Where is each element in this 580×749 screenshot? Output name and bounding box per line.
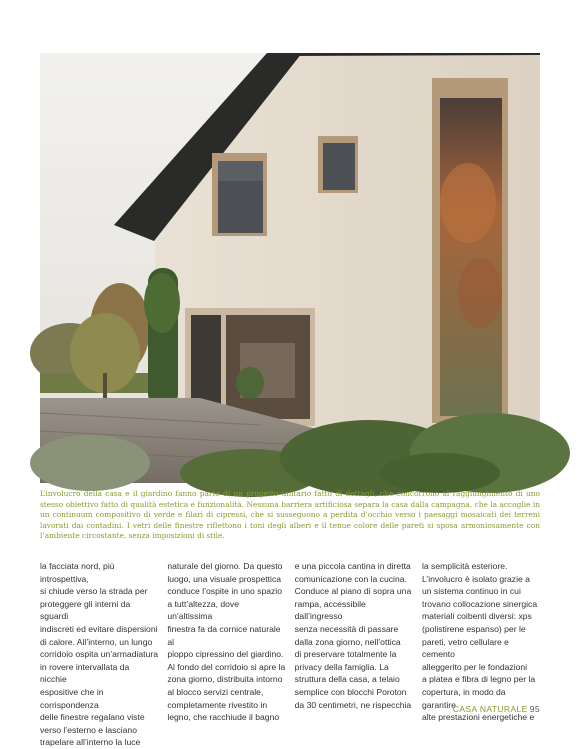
ivy: [144, 268, 180, 408]
text-column-3: e una piccola cantina in diretta comunicazione con la cucina. Conduce al piano di sopra una rampa, accessibile dall’ingresso senza necessità di passare dalla zona giorno, nell’ottica di preservare totalmente la privacy della famiglia. La struttura della casa, a telaio semplice con blocchi Poroton da 30 centimetri, ne rispecchia: [294, 561, 412, 710]
house-photo: [40, 53, 540, 483]
text-column-1: la facciata nord, più introspettiva, si chiude verso la strada per proteggere gli interni da sguardi indiscreti ed evitare dispersioni di calore. All’interno, un lungo corridoio ospita un’armadiatura in rovere intervallata da nicchie espositive che in corrispondenza delle finestre regalano viste verso l’esterno e lasciano trapelare all’interno la luce: [40, 561, 158, 748]
text-column-4: la semplicità esteriore. L’involucro è isolato grazie a un sistema continuo in cui trovano collocazione sinergica materiali coibenti diversi: xps (polistirene espanso) per le pareti, vetro cellulare e cemento alleggerito per le fondazioni a platea e fibra di legno per la copertura, in modo da garantire alte prestazioni energetiche e: [421, 561, 538, 723]
page-number: 95: [529, 704, 540, 714]
magazine-name: CASA NATURALE: [452, 704, 528, 714]
photo-caption: L’involucro della casa e il giardino fanno parte di un progetto unitario fatto di dettagli, che concorrono al raggiungimento di uno stesso obiettivo fatto di qualità estetica e funzionalità. Nessuna barriera artificiosa separa la casa dalla campagna, che la accoglie in un continuum compositivo di verde e filari di cipressi, che si susseguono a perdita d’occhio verso i paesaggi mosaicati dei terreni lavorati dai contadini. I vetri delle finestre riflettono i toni degli alberi e il tenue colore delle pareti si sposa armoniosamente con l’ambiente circostante, senza imposizioni di stile.: [40, 489, 540, 541]
upper-window-right: [318, 136, 358, 193]
text-column-2: naturale del giorno. Da questo luogo, una visuale prospettica conduce l’ospite in uno spazio a tutt’altezza, dove un’altissima finestra fa da cornice naturale al pioppo cipressino del giardino. Al fondo del corridoio si apre la zona giorno, distribuita intorno al blocco servizi centrale, completamente rivestito in legno, che racchiude il bagno: [167, 561, 286, 723]
tall-window: [432, 78, 508, 423]
page-footer: [453, 704, 540, 714]
upper-window-left: [212, 153, 267, 236]
